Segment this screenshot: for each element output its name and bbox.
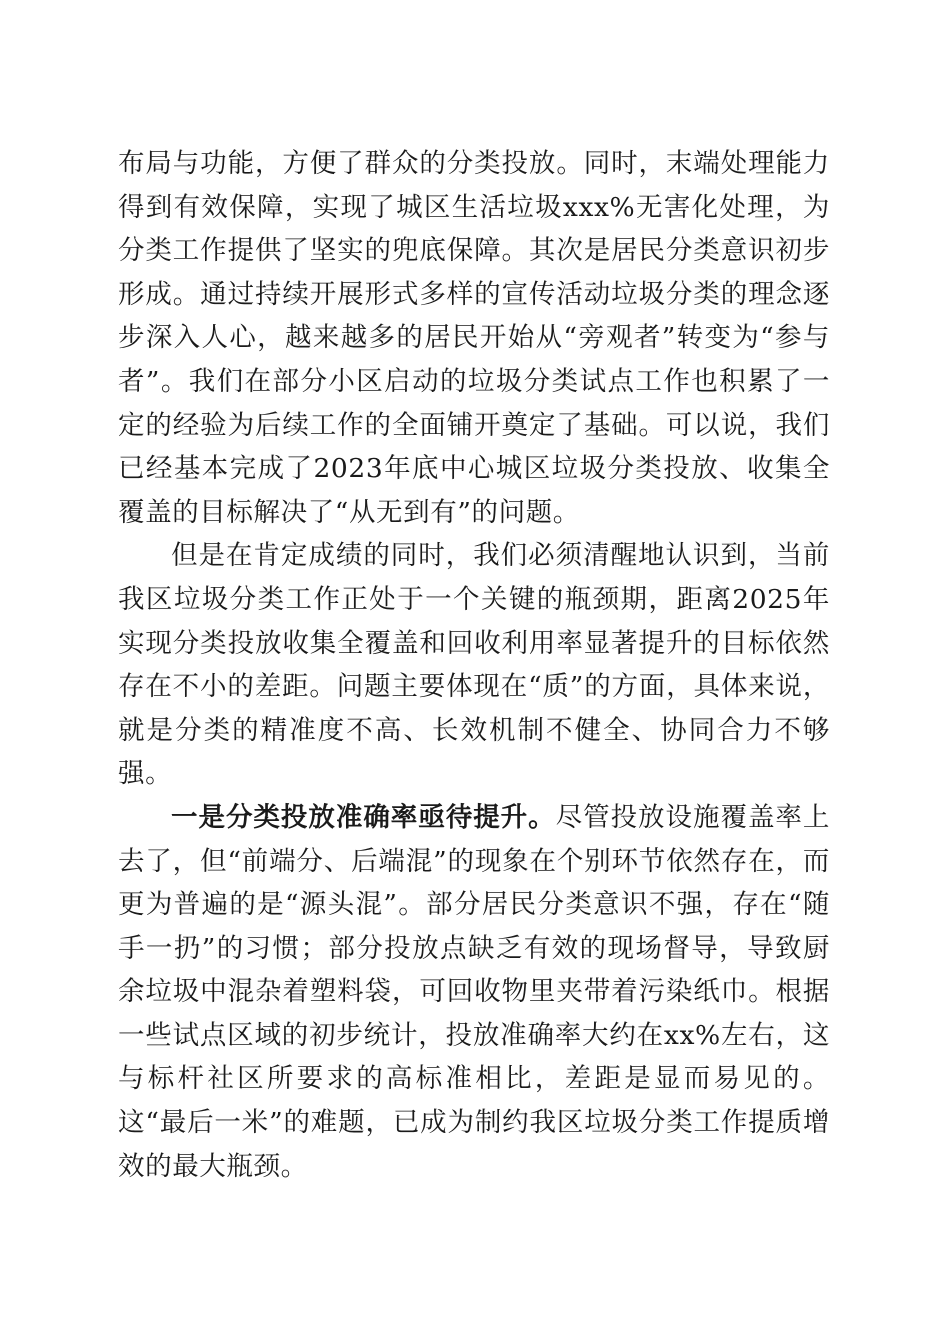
paragraph-lead-heading: 一是分类投放准确率亟待提升。 xyxy=(171,801,556,833)
paragraph-text: 布局与功能，方便了群众的分类投放。同时，末端处理能力得到有效保障，实现了城区生活垃圾xxx%无害化处理，为分类工作提供了坚实的兜底保障。其次是居民分类意识初步形成。通过持续开展形式多样的宣传活动垃圾分类的理念逐步深入人心，越来越多的居民开始从“旁观者”转变为“参与者”。我们在部分小区启动的垃圾分类试点工作也积累了一定的经验为后续工作的全面铺开奠定了基础。可以说，我们已经基本完成了2023年底中心城区垃圾分类投放、收集全覆盖的目标解决了“从无到有”的问题。 xyxy=(118,148,830,528)
paragraph-problem-intro xyxy=(118,534,830,796)
paragraph-continuation xyxy=(118,142,830,534)
paragraph-text: 但是在肯定成绩的同时，我们必须清醒地认识到，当前我区垃圾分类工作正处于一个关键的瓶颈期，距离2025年实现分类投放收集全覆盖和回收利用率显著提升的目标依然存在不小的差距。问题主要体现在“质”的方面，具体来说，就是分类的精准度不高、长效机制不健全、协同合力不够强。 xyxy=(118,540,830,790)
paragraph-text: 尽管投放设施覆盖率上去了，但“前端分、后端混”的现象在个别环节依然存在，而更为普遍的是“源头混”。部分居民分类意识不强，存在“随手一扔”的习惯；部分投放点缺乏有效的现场督导，导致厨余垃圾中混杂着塑料袋，可回收物里夹带着污染纸巾。根据一些试点区域的初步统计，投放准确率大约在xx%左右，这与标杆社区所要求的高标准相比，差距是显而易见的。这“最后一米”的难题，已成为制约我区垃圾分类工作提质增效的最大瓶颈。 xyxy=(118,801,831,1182)
paragraph-accuracy-issue xyxy=(118,796,830,1188)
document-body xyxy=(118,142,830,1188)
